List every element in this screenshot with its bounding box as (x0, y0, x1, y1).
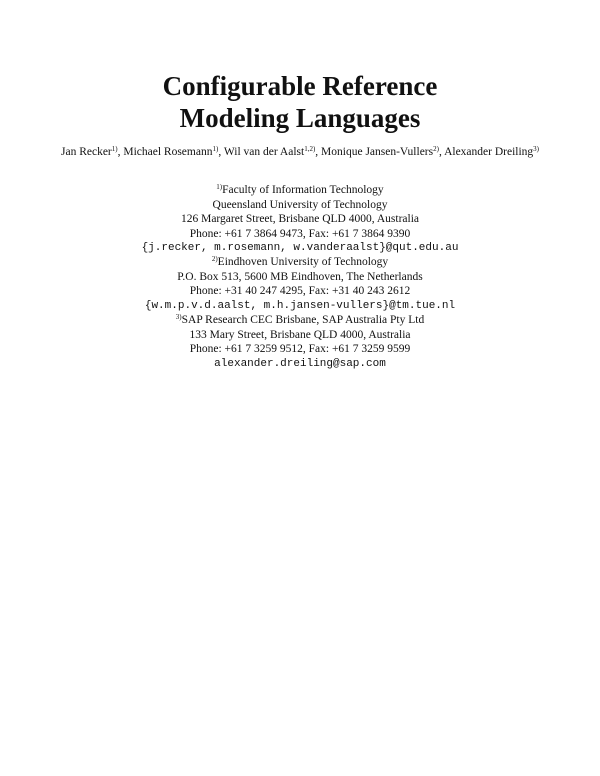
affiliation-line: Queensland University of Technology (212, 198, 388, 211)
author-list: Jan Recker$^{1)}$, Michael Rosemann$^{1)}$, Wil van der Aalst$^{1,2)}$, Monique Jansen-Vullers$^{2)}$, Alexander Dreiling$^{3)}$ (60, 145, 540, 158)
title-line-1: Configurable Reference (162, 71, 438, 101)
affiliation-line: Phone: +61 7 3864 9473, Fax: +61 7 3864 9390 (189, 227, 411, 240)
paper-title (0, 70, 600, 134)
author-affiliation-marker: 1) (212, 145, 219, 153)
author-name: Monique Jansen-Vullers (321, 146, 434, 158)
affiliation-text: Faculty of Information Technology (222, 184, 384, 196)
author-affiliation-marker: 2) (433, 145, 439, 153)
affiliation-block-2 (100, 255, 500, 313)
author-affiliation-marker: 3) (533, 145, 540, 153)
affiliation-line (100, 255, 500, 270)
affiliation-marker: 3) (175, 313, 182, 321)
affiliation-block-1 (100, 183, 500, 256)
affiliation-line: Phone: +31 40 247 4295, Fax: +31 40 243 2612 (189, 285, 411, 297)
author-name: Jan Recker (60, 146, 112, 158)
affiliation-line (100, 313, 500, 328)
author-name: Alexander Dreiling (444, 146, 534, 158)
affiliation-marker: 2) (211, 255, 218, 263)
affiliation-text: Eindhoven University of Technology (217, 256, 389, 268)
affiliation-block-3 (100, 313, 500, 371)
affiliation-line: Phone: +61 7 3259 9512, Fax: +61 7 3259 9599 (189, 343, 411, 355)
affiliation-marker: 1) (216, 183, 223, 191)
affiliation-line: 133 Mary Street, Brisbane QLD 4000, Australia (189, 328, 411, 341)
affiliation-email: {j.recker, m.rosemann, w.vanderaalst}@qut.edu.au (141, 242, 459, 254)
title-line-2: Modeling Languages (179, 103, 421, 133)
affiliation-text: SAP Research CEC Brisbane, SAP Australia Pty Ltd (181, 314, 425, 326)
author-name: Michael Rosemann (123, 146, 213, 158)
affiliation-email: {w.m.p.v.d.aalst, m.h.jansen-vullers}@tm.tue.nl (144, 299, 456, 312)
author-name: Wil van der Aalst (223, 146, 305, 158)
affiliation-email: alexander.dreiling@sap.com (214, 357, 386, 370)
author-affiliation-marker: 1) (111, 145, 118, 153)
author-affiliation-marker: 1,2) (304, 145, 316, 153)
affiliation-line: 126 Margaret Street, Brisbane QLD 4000, Australia (180, 213, 420, 225)
affiliation-line: P.O. Box 513, 5600 MB Eindhoven, The Netherlands (177, 270, 423, 283)
affiliation-line (100, 183, 500, 198)
